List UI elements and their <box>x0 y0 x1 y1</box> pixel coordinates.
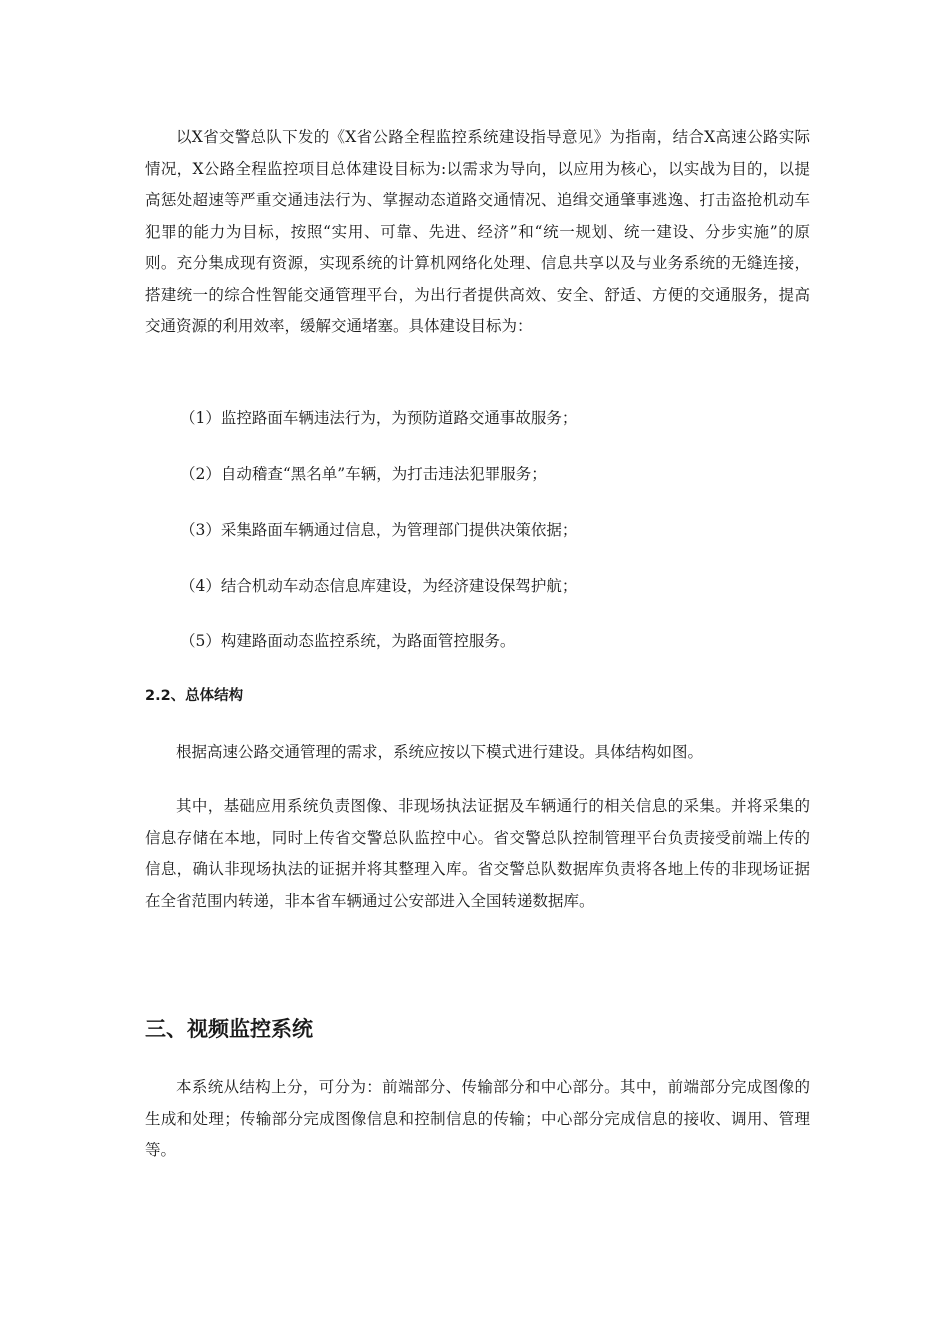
overall-structure-heading: 2.2、总体结构 <box>145 688 244 704</box>
goal-item-2: （2）自动稽查“黑名单”车辆，为打击违法犯罪服务； <box>180 465 547 483</box>
video-surveillance-heading: 三、视频监控系统 <box>145 1017 313 1041</box>
goal-item-5: （5）构建路面动态监控系统，为路面管控服务。 <box>180 632 516 650</box>
video-system-paragraph: 本系统从结构上分，可分为：前端部分、传输部分和中心部分。其中，前端部分完成图像的生成和处理；传输部分完成图像信息和控制信息的传输；中心部分完成信息的接收、调用、管理等。 <box>145 1078 810 1159</box>
structure-detail-paragraph: 其中，基础应用系统负责图像、非现场执法证据及车辆通行的相关信息的采集。并将采集的信息存储在本地，同时上传省交警总队监控中心。省交警总队控制管理平台负责接受前端上传的信息，确认非现场执法的证据并将其整理入库。省交警总队数据库负责将各地上传的非现场证据在全省范围内转递，非本省车辆通过公安部进入全国转递数据库。 <box>145 797 810 910</box>
goal-item-3: （3）采集路面车辆通过信息，为管理部门提供决策依据； <box>180 521 578 539</box>
construction-goals-paragraph: 以X省交警总队下发的《X省公路全程监控系统建设指导意见》为指南，结合X高速公路实际情况，X公路全程监控项目总体建设目标为:以需求为导向，以应用为核心，以实战为目的，以提高惩处超速等严重交通违法行为、掌握动态道路交通情况、追缉交通肇事逃逸、打击盗抢机动车犯罪的能力为目标，按照“实用、可靠、先进、经济”和“统一规划、统一建设、分步实施”的原则。充分集成现有资源，实现系统的计算机网络化处理、信息共享以及与业务系统的无缝连接，搭建统一的综合性智能交通管理平台，为出行者提供高效、安全、舒适、方便的交通服务，提高交通资源的利用效率，缓解交通堵塞。具体建设目标为： <box>145 128 810 335</box>
goal-item-4: （4）结合机动车动态信息库建设，为经济建设保驾护航； <box>180 577 578 595</box>
goal-item-1: （1）监控路面车辆违法行为，为预防道路交通事故服务； <box>180 409 578 427</box>
structure-intro-paragraph: 根据高速公路交通管理的需求，系统应按以下模式进行建设。具体结构如图。 <box>176 743 704 761</box>
